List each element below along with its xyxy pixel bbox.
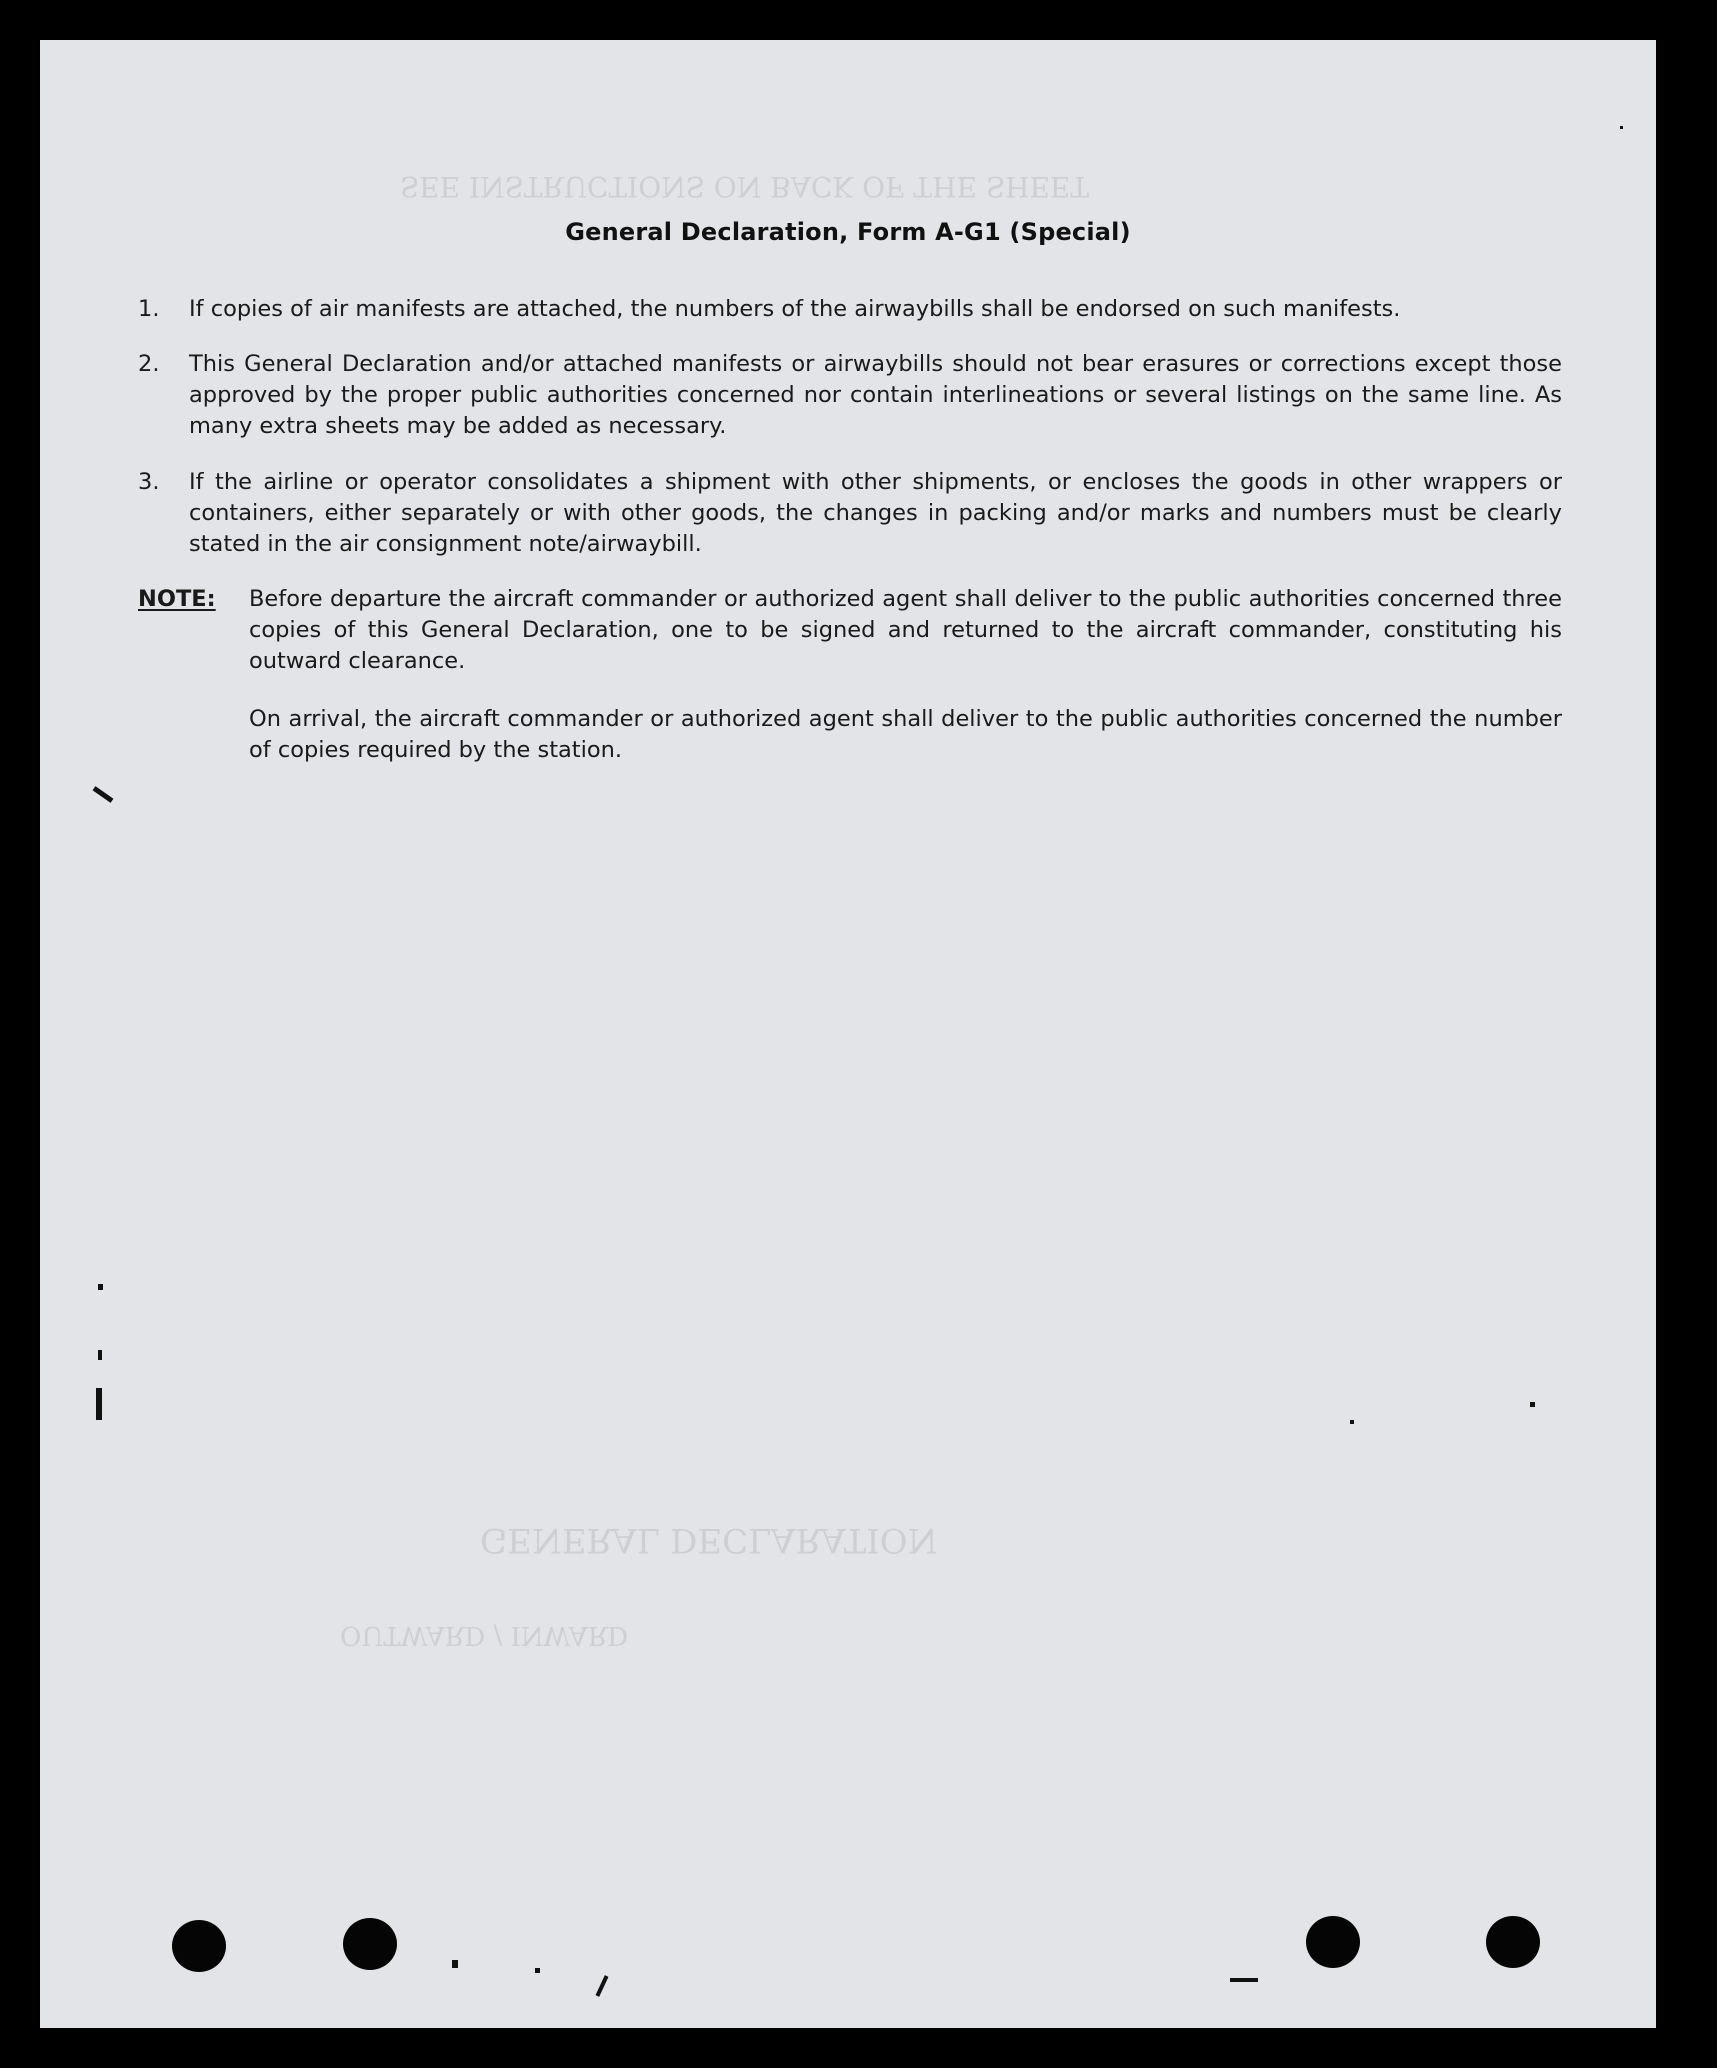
speck-mark (98, 1350, 102, 1360)
item-number: 3. (138, 469, 160, 495)
speck-mark (1230, 1978, 1258, 1982)
speck-mark (535, 1968, 540, 1973)
document-page (40, 40, 1656, 2028)
item-number: 1. (138, 296, 160, 322)
document-title: General Declaration, Form A-G1 (Special) (565, 218, 1131, 246)
punch-hole (172, 1920, 226, 1972)
speck-mark (93, 786, 114, 803)
note-label: NOTE: (138, 586, 216, 612)
note-paragraph-1: Before departure the aircraft commander or authorized agent shall deliver to the public authorities concerned three copies of this General Declaration, one to be signed and returned to the aircraft commander, constituting his outward clearance. (249, 586, 1562, 674)
note-section (138, 584, 1562, 766)
item-text: If copies of air manifests are attached, the numbers of the airwaybills shall be endorsed on such manifests. (189, 296, 1401, 322)
speck-mark (1350, 1420, 1354, 1424)
bleed-through-text: GENERAL DECLARATION (480, 1520, 938, 1560)
item-text: This General Declaration and/or attached manifests or airwaybills should not bear erasures or corrections except those approved by the proper public authorities concerned nor contain interlineations or several listings on the same line. As many extra sheets may be added as necessary. (189, 351, 1562, 439)
item-number: 2. (138, 351, 160, 377)
speck-mark (1530, 1402, 1535, 1407)
speck-mark (96, 1388, 102, 1420)
speck-mark (596, 1975, 609, 1997)
bleed-through-text: SEE INSTRUCTIONS ON BACK OF THE SHEET (400, 170, 1090, 203)
punch-hole (1486, 1916, 1540, 1968)
punch-hole (343, 1918, 397, 1970)
item-text: If the airline or operator consolidates a shipment with other shipments, or encloses the goods in other wrappers or containers, either separately or with other goods, the changes in packing and/or marks and numbers must be clearly stated in the air consignment note/airwaybill. (189, 469, 1562, 557)
speck-mark (1620, 126, 1623, 129)
speck-mark (452, 1960, 458, 1968)
punch-hole (1306, 1916, 1360, 1968)
bleed-through-text: OUTWARD / INWARD (340, 1620, 629, 1650)
speck-mark (98, 1284, 103, 1290)
instruction-item-1 (138, 294, 1562, 325)
instruction-item-3 (138, 467, 1562, 560)
instruction-item-2 (138, 349, 1562, 442)
note-paragraph-2: On arrival, the aircraft commander or authorized agent shall deliver to the public authorities concerned the number of copies required by the station. (249, 706, 1562, 763)
